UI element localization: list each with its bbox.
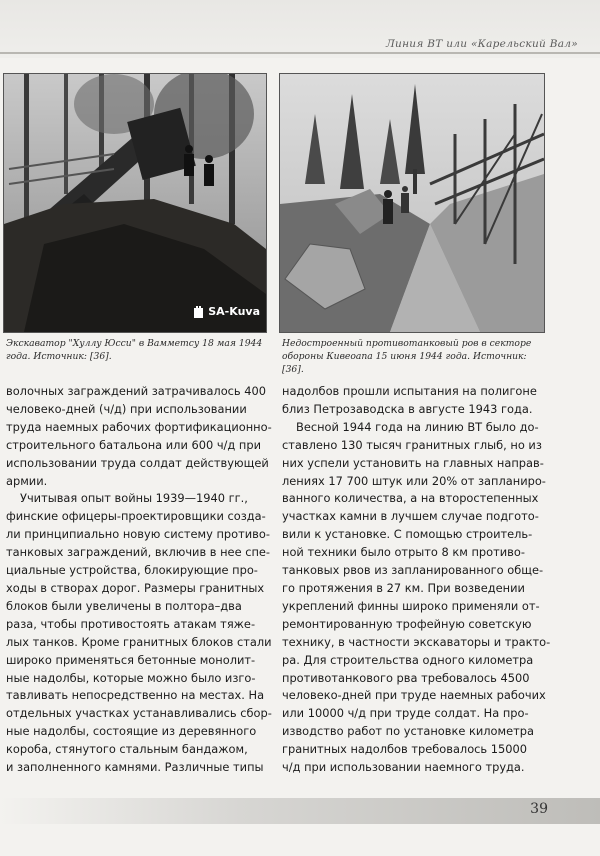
figure-caption-left: Экскаватор "Хуллу Юсси" в Вамметсу 18 мая 1944 года. Источник: [36]. (6, 338, 263, 362)
text-line: тавливать непосредственно на местах. На (6, 688, 265, 703)
text-line: Учитывая опыт войны 1939—1940 гг., (20, 491, 248, 506)
text-line: блоков были увеличены в полтора–два (6, 598, 242, 613)
text-line: отдельных участках устанавливались сбор- (6, 706, 272, 721)
text-line: ли принципиально новую систему противо- (6, 527, 270, 542)
text-line: волочных заграждений затрачивалось 400 (6, 384, 267, 398)
text-line: гранитных надолбов требовалось 15000 (282, 742, 528, 757)
text-line: строительного батальона или 600 ч/д при (6, 437, 261, 452)
text-line: изводство работ по установке километра (282, 724, 534, 739)
text-line: близ Петрозаводска в августе 1943 года. (282, 401, 533, 416)
text-line: танковых заграждений, включив в нее спе- (6, 545, 271, 560)
text-line: ные надолбы, которые можно было изго- (6, 670, 256, 685)
figure-caption-right: Недостроенный противотанковый ров в секторе обороны Кивеоапа 15 июня 1944 года. Источник: [36]. (282, 338, 532, 375)
text-line: них успели установить на главных направ- (282, 455, 544, 470)
text-line: труда наемных рабочих фортификационно- (6, 419, 272, 434)
text-line: ремонтированную трофейную советскую (282, 616, 532, 631)
text-line: ванного количества, а на второстепенных (282, 491, 539, 506)
text-line: короба, стянутого стальным бандажом, (6, 742, 248, 757)
text-line: ра. Для строительства одного километра (282, 652, 534, 667)
text-line: широко применяться бетонные монолит- (6, 652, 256, 667)
text-line: ной техники было отрыто 8 км противо- (282, 545, 525, 560)
text-line: танковых рвов из запланированного обще- (282, 563, 544, 578)
text-line: лениях 17 700 штук или 20% от запланиро- (282, 473, 546, 488)
anti-tank-ditch-photo (279, 73, 545, 333)
text-line: финские офицеры-проектировщики созда- (6, 509, 266, 524)
text-line: надолбов прошли испытания на полигоне (282, 384, 537, 398)
footer-band (0, 798, 600, 824)
watermark-text: SA-Kuva (208, 304, 260, 318)
text-line: армии. (6, 473, 48, 488)
text-line: ставлено 130 тысяч гранитных глыб, но из (282, 437, 542, 452)
text-line: вили к установке. С помощью строитель- (282, 527, 533, 542)
text-line: участках камни в лучшем случае подгото- (282, 509, 539, 524)
text-line: человеко-дней при труде наемных рабочих (282, 688, 546, 703)
text-line: лых танков. Кроме гранитных блоков стали (6, 634, 272, 649)
text-line: или 10000 ч/д при труде солдат. На про- (282, 706, 529, 721)
text-line: го протяжения в 27 км. При возведении (282, 580, 525, 595)
text-line: укреплений финны широко применяли от- (282, 598, 540, 613)
text-line: использовании труда солдат действующей (6, 455, 269, 470)
text-line: раза, чтобы противостоять атакам тяже- (6, 616, 256, 631)
text-line: Весной 1944 года на линию ВТ было до- (296, 419, 539, 434)
excavator-photo (3, 73, 267, 333)
running-head: Линия ВТ или «Карельский Вал» (385, 38, 578, 50)
text-line: ч/д при использовании наемного труда. (282, 760, 525, 775)
text-line: ные надолбы, состоящие из деревянного (6, 724, 257, 739)
page-number: 39 (530, 801, 548, 817)
text-column-right (282, 383, 551, 777)
text-column-left (6, 383, 272, 777)
text-line: противотанкового рва требовалось 4500 (282, 670, 530, 685)
header-rule (0, 52, 600, 54)
text-line: технику, в частности экскаваторы и тракто- (282, 634, 551, 649)
excavator-photo-image (4, 74, 266, 332)
sa-kuva-watermark (193, 304, 260, 318)
anti-tank-ditch-image (280, 74, 544, 332)
text-line: циальные устройства, блокирующие про- (6, 563, 258, 578)
text-line: и заполненного камнями. Различные типы (6, 760, 264, 775)
text-line: ходы в створах дорог. Размеры гранитных (6, 580, 265, 595)
text-line: человеко-дней (ч/д) при использовании (6, 401, 247, 416)
castle-logo-icon (193, 304, 204, 318)
